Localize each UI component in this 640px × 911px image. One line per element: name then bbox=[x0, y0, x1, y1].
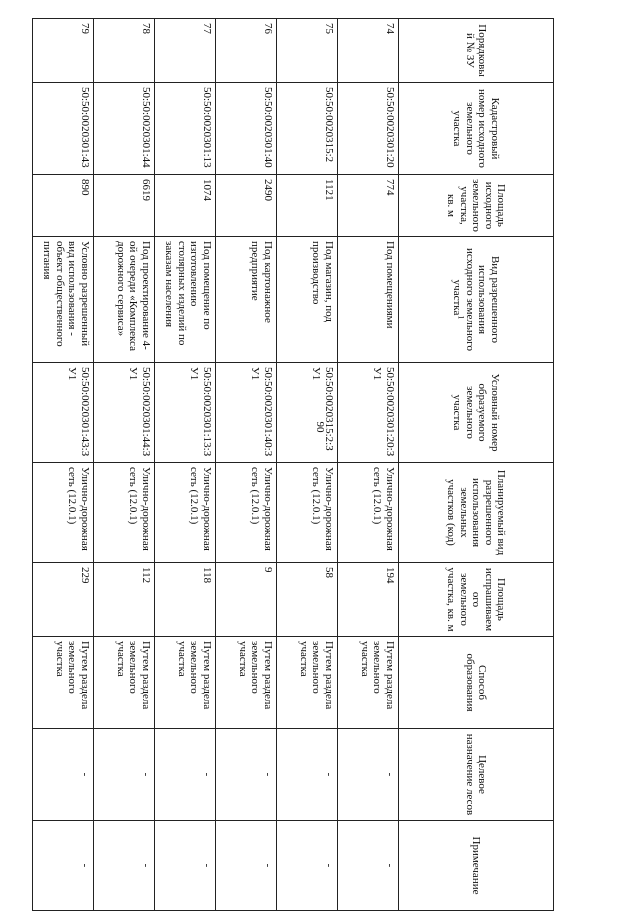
cell-area-requested: 229 bbox=[33, 563, 94, 637]
cell-area-source: 6619 bbox=[94, 175, 155, 237]
land-plots-table bbox=[32, 18, 554, 911]
cell-method: Путем раздела земельного участка bbox=[33, 637, 94, 729]
cell-forest-purpose: - bbox=[33, 729, 94, 821]
cell-num: 79 bbox=[33, 19, 94, 83]
cell-conditional-number: 50:50:0020315:2:ЗУ1 bbox=[277, 363, 338, 463]
cell-num: 74 bbox=[338, 19, 399, 83]
cell-use-source: Под помещениями bbox=[338, 237, 399, 363]
cell-area-source: 2490 bbox=[216, 175, 277, 237]
cell-area-source: 774 bbox=[338, 175, 399, 237]
cell-note: - bbox=[216, 821, 277, 911]
cell-method: Путем раздела земельного участка bbox=[216, 637, 277, 729]
cell-cadastral: 50:50:0020301:13 bbox=[155, 83, 216, 175]
cell-method: Путем раздела земельного участка bbox=[94, 637, 155, 729]
table-row bbox=[216, 19, 277, 911]
cell-conditional-number: 50:50:0020301:20:ЗУ1 bbox=[338, 363, 399, 463]
cell-use-source: Под картонажное предприятие bbox=[216, 237, 277, 363]
cell-use-source: Условно разрешенный вид использования - объект общественного питания bbox=[33, 237, 94, 363]
cell-area-source: 890 bbox=[33, 175, 94, 237]
table-row bbox=[155, 19, 216, 911]
cell-use-source: Под магазин, под производство bbox=[277, 237, 338, 363]
cell-method: Путем раздела земельного участка bbox=[155, 637, 216, 729]
cell-note: - bbox=[338, 821, 399, 911]
header-use-source-text: Вид разрешенного использования исходного земельного участка bbox=[451, 247, 501, 352]
header-note: Примечание bbox=[399, 821, 554, 911]
cell-planned-use: Улично-дорожная сеть (12.0.1) bbox=[277, 463, 338, 563]
header-forest-purpose: Целевое назначение лесов bbox=[399, 729, 554, 821]
cell-area-requested: 112 bbox=[94, 563, 155, 637]
header-use-source bbox=[399, 237, 554, 363]
table-row bbox=[94, 19, 155, 911]
cell-forest-purpose: - bbox=[155, 729, 216, 821]
header-conditional-number: Условный номер образуемого земельного участка bbox=[399, 363, 554, 463]
cell-num: 77 bbox=[155, 19, 216, 83]
cell-planned-use: Улично-дорожная сеть (12.0.1) bbox=[338, 463, 399, 563]
cell-area-source: 1074 bbox=[155, 175, 216, 237]
cell-note: - bbox=[33, 821, 94, 911]
cell-num: 76 bbox=[216, 19, 277, 83]
cell-method: Путем раздела земельного участка bbox=[338, 637, 399, 729]
cell-area-requested: 58 bbox=[277, 563, 338, 637]
rotated-table-wrapper bbox=[41, 18, 554, 910]
cell-conditional-number: 50:50:0020301:40:ЗУ1 bbox=[216, 363, 277, 463]
cell-area-requested: 9 bbox=[216, 563, 277, 637]
cell-use-source: Под проектирование 4-ой очереди «Комплекса дорожного сервиса» bbox=[94, 237, 155, 363]
cell-area-requested: 194 bbox=[338, 563, 399, 637]
cell-cadastral: 50:50:0020301:20 bbox=[338, 83, 399, 175]
cell-forest-purpose: - bbox=[216, 729, 277, 821]
header-num: Порядковый № ЗУ bbox=[399, 19, 554, 83]
table-row bbox=[277, 19, 338, 911]
table-row bbox=[338, 19, 399, 911]
cell-planned-use: Улично-дорожная сеть (12.0.1) bbox=[216, 463, 277, 563]
cell-area-requested: 118 bbox=[155, 563, 216, 637]
cell-note: - bbox=[277, 821, 338, 911]
cell-area-source: 1121 bbox=[277, 175, 338, 237]
cell-num: 75 bbox=[277, 19, 338, 83]
cell-planned-use: Улично-дорожная сеть (12.0.1) bbox=[155, 463, 216, 563]
header-method: Способ образования bbox=[399, 637, 554, 729]
cell-conditional-number: 50:50:0020301:43:ЗУ1 bbox=[33, 363, 94, 463]
header-cadastral: Кадастровый номер исходного земельного участка bbox=[399, 83, 554, 175]
cell-planned-use: Улично-дорожная сеть (12.0.1) bbox=[94, 463, 155, 563]
cell-method: Путем раздела земельного участка bbox=[277, 637, 338, 729]
cell-planned-use: Улично-дорожная сеть (12.0.1) bbox=[33, 463, 94, 563]
cell-cadastral: 50:50:0020315:2 bbox=[277, 83, 338, 175]
cell-forest-purpose: - bbox=[94, 729, 155, 821]
page-number: 90 bbox=[314, 421, 326, 433]
cell-cadastral: 50:50:0020301:40 bbox=[216, 83, 277, 175]
cell-forest-purpose: - bbox=[277, 729, 338, 821]
cell-note: - bbox=[155, 821, 216, 911]
header-area-source: Площадь исходного земельного участка, кв. м bbox=[399, 175, 554, 237]
footnote-mark: 1 bbox=[457, 315, 467, 320]
cell-forest-purpose: - bbox=[338, 729, 399, 821]
cell-note: - bbox=[94, 821, 155, 911]
cell-conditional-number: 50:50:0020301:13:ЗУ1 bbox=[155, 363, 216, 463]
cell-use-source: Под помещение по изготовлению столярных изделий по заказам населения bbox=[155, 237, 216, 363]
cell-num: 78 bbox=[94, 19, 155, 83]
cell-conditional-number: 50:50:0020301:44:ЗУ1 bbox=[94, 363, 155, 463]
header-area-requested: Площадь испрашиваемого земельного участка, кв. м bbox=[399, 563, 554, 637]
header-planned-use: Планируемый вид разрешенного использования земельных участков (код) bbox=[399, 463, 554, 563]
cell-cadastral: 50:50:0020301:43 bbox=[33, 83, 94, 175]
table-row bbox=[33, 19, 94, 911]
header-row bbox=[399, 19, 554, 911]
cell-cadastral: 50:50:0020301:44 bbox=[94, 83, 155, 175]
